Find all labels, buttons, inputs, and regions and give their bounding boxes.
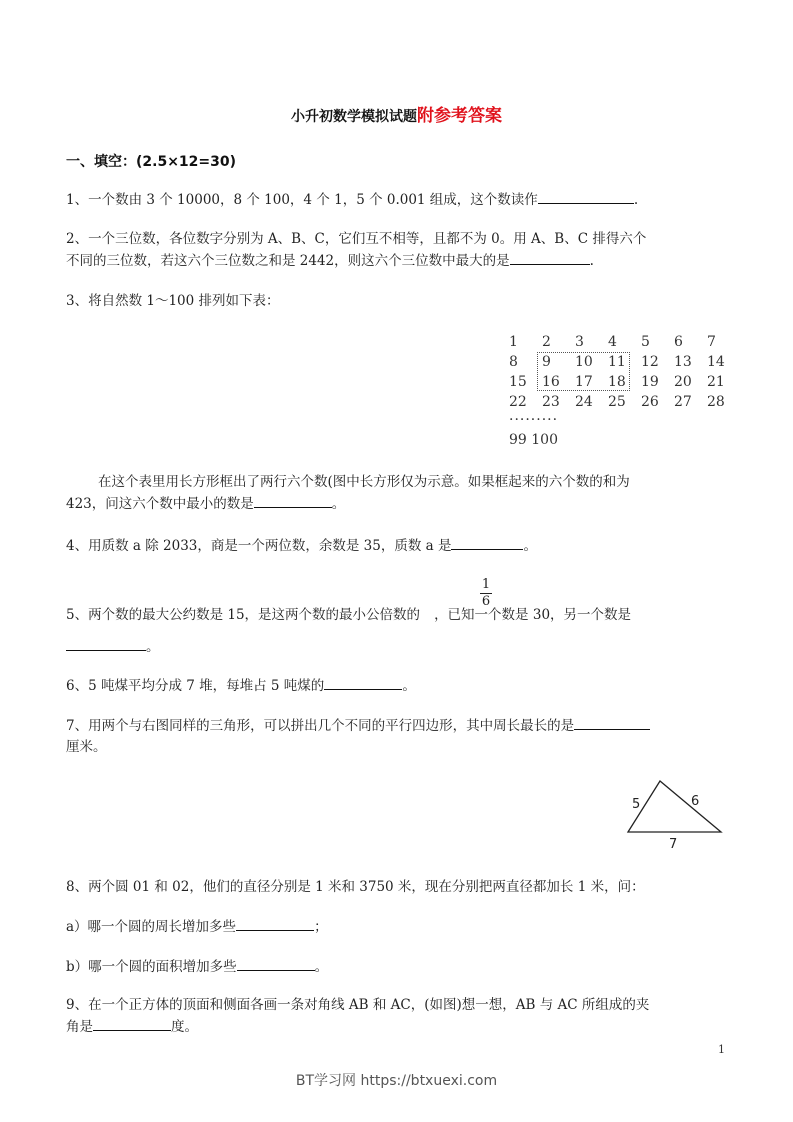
table-cell: 28 [707, 394, 725, 410]
table-cell: 17 [575, 374, 593, 390]
table-cell: 15 [509, 374, 527, 390]
question-text: a）哪一个圆的周长增加多些 [66, 919, 237, 935]
question-text: 423，问这六个数中最小的数是 [66, 496, 254, 512]
table-cell: 23 [542, 394, 560, 410]
table-cell: 4 [608, 334, 617, 350]
punct: 。 [146, 639, 160, 655]
title-answer-tag: 附参考答案 [417, 106, 502, 126]
title-main: 小升初数学模拟试题 [291, 109, 417, 125]
answer-blank[interactable] [93, 1016, 171, 1031]
punct: . [589, 253, 594, 269]
question-8b [66, 956, 726, 978]
watermark: BT学习网 https://btxuexi.com [295, 1073, 498, 1089]
table-cell: 13 [674, 354, 692, 370]
table-cell: 12 [641, 354, 659, 370]
question-text: 2、一个三位数，各位数字分别为 A、B、C，它们互不相等，且都不为 0。用 A、B、C 排得六个 [66, 231, 647, 247]
fraction-numerator: 1 [481, 577, 491, 592]
question-text: 1、一个数由 3 个 10000，8 个 100，4 个 1，5 个 0.001 组成，这个数读作 [66, 192, 538, 208]
triangle-diagram [620, 775, 730, 853]
question-text: b）哪一个圆的面积增加多些 [66, 959, 237, 975]
table-cell: 20 [674, 374, 692, 390]
answer-blank[interactable] [236, 916, 314, 931]
question-4 [66, 535, 726, 557]
question-text: 不同的三位数，若这六个三位数之和是 2442，则这六个三位数中最大的是 [66, 253, 510, 269]
table-cell: 3 [575, 334, 584, 350]
page-title [0, 101, 793, 126]
dotted-selection-box [537, 352, 630, 391]
table-cell: 19 [641, 374, 659, 390]
question-1 [66, 189, 726, 211]
triangle-side-left: 5 [632, 797, 641, 812]
question-5-answer [66, 636, 726, 658]
table-cell: 5 [641, 334, 650, 350]
table-row [509, 332, 740, 352]
table-cell: 26 [641, 394, 659, 410]
triangle-side-right: 6 [691, 794, 700, 809]
question-8a [66, 916, 726, 938]
question-text: 厘米。 [66, 739, 107, 755]
table-cell: 25 [608, 394, 626, 410]
table-cell: 6 [674, 334, 683, 350]
question-3-body [66, 472, 726, 515]
punct: 。 [314, 959, 329, 975]
table-last-row: 99 100 [509, 432, 558, 448]
question-7 [66, 715, 726, 758]
answer-blank[interactable] [237, 956, 315, 971]
answer-blank[interactable] [324, 675, 402, 690]
question-text: 4、用质数 a 除 2033，商是一个两位数，余数是 35，质数 a 是 [66, 538, 452, 554]
question-text: 6、5 吨煤平均分成 7 堆，每堆占 5 吨煤的 [66, 678, 325, 694]
question-5 [66, 605, 726, 626]
table-cell: 27 [674, 394, 692, 410]
table-row [509, 392, 740, 412]
table-cell: 8 [509, 354, 518, 370]
table-cell: 14 [707, 354, 725, 370]
question-text: 7、用两个与右图同样的三角形，可以拼出几个不同的平行四边形，其中周长最长的是 [66, 718, 575, 734]
question-6 [66, 675, 726, 697]
punct: 。 [523, 538, 537, 554]
question-text: 5、两个数的最大公约数是 15，是这两个数的最小公倍数的 [66, 607, 421, 623]
question-3-intro: 3、将自然数 1～100 排列如下表： [66, 293, 280, 309]
punct: 。 [402, 678, 416, 694]
table-cell: 24 [575, 394, 593, 410]
table-cell: 7 [707, 334, 716, 350]
question-text: 9、在一个正方体的顶面和侧面各画一条对角线 AB 和 AC，(如图)想一想，AB 与 AC 所组成的夹 [66, 997, 650, 1013]
triangle-side-bottom: 7 [669, 837, 678, 852]
table-cell: 1 [509, 334, 518, 350]
fraction-one-sixth [480, 578, 492, 609]
answer-blank[interactable] [254, 493, 332, 508]
punct: . [633, 192, 639, 208]
question-8: 8、两个圆 01 和 02，他们的直径分别是 1 米和 3750 米，现在分别把两直径都加长 1 米，问： [66, 879, 645, 895]
table-cell: 18 [608, 374, 626, 390]
question-text: 度。 [171, 1019, 198, 1035]
punct: ； [314, 919, 328, 935]
table-cell: 22 [509, 394, 527, 410]
section-heading: 一、填空：(2.5×12=30) [66, 154, 237, 170]
answer-blank[interactable] [574, 715, 650, 730]
question-text: ，已知一个数是 30，另一个数是 [434, 607, 632, 623]
table-cell: 21 [707, 374, 725, 390]
fraction-denominator: 6 [481, 594, 491, 609]
question-text: 在这个表里用长方形框出了两行六个数(图中长方形仅为示意。如果框起来的六个数的和为 [98, 474, 630, 490]
question-2 [66, 229, 726, 272]
answer-blank[interactable] [510, 250, 590, 265]
table-cell: 16 [542, 374, 560, 390]
question-9 [66, 995, 726, 1038]
punct: 。 [331, 496, 346, 512]
page-number: 1 [718, 1043, 725, 1056]
answer-blank[interactable] [451, 535, 523, 550]
table-cell: 11 [608, 354, 626, 370]
answer-blank[interactable] [66, 636, 146, 651]
table-cell: 10 [575, 354, 593, 370]
table-cell: 9 [542, 354, 551, 370]
ellipsis-dots: ········· [509, 412, 559, 428]
answer-blank[interactable] [538, 189, 634, 204]
table-cell: 2 [542, 334, 551, 350]
question-text: 角是 [66, 1019, 93, 1035]
